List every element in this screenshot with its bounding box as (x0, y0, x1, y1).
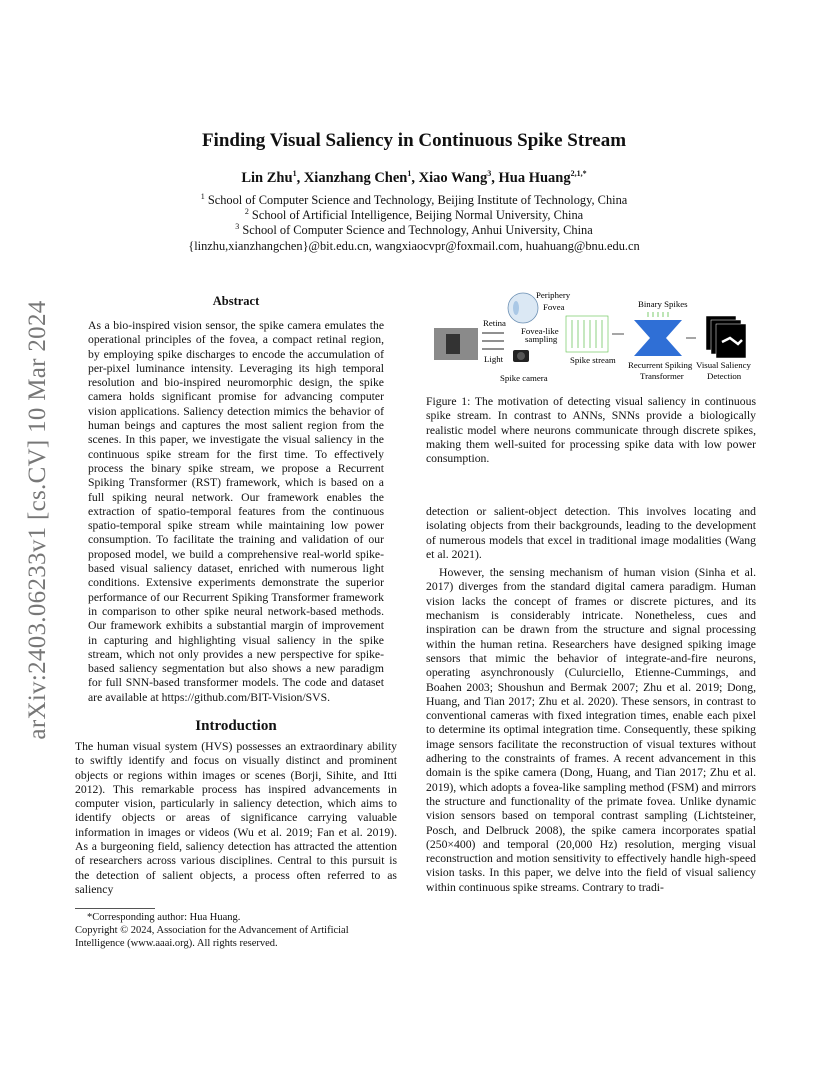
paper-title: Finding Visual Saliency in Continuous Spike Stream (201, 130, 627, 151)
label-binary-spikes: Binary Spikes (638, 299, 688, 309)
label-rst-1: Recurrent Spiking (628, 360, 693, 370)
affiliation-text: School of Computer Science and Technology, Anhui University, China (242, 223, 593, 238)
label-fovea: Fovea (543, 302, 565, 312)
scene-object (446, 334, 460, 354)
label-sampling: sampling (525, 334, 558, 344)
email-line[interactable]: {linzhu,xianzhangchen}@bit.edu.cn, wangxiaocvpr@foxmail.com, huahuang@bnu.edu.cn (188, 238, 640, 253)
label-fovea-like: Fovea-like (521, 326, 559, 336)
affiliation-sup: 2 (244, 207, 249, 217)
arxiv-sidebar (25, 280, 51, 760)
author-sup: 1 (407, 169, 412, 179)
author-name: Hua Huang (498, 170, 571, 186)
affiliations (0, 193, 828, 254)
label-vsd-1: Visual Saliency (696, 360, 751, 370)
affiliation-line (0, 208, 828, 223)
author-list: Lin Zhu$^1$, Xianzhang Chen$^1$, Xiao Wang$^3$, Hua Huang$^{2,1,*}$ (241, 169, 587, 186)
author-sup: 2,1,* (570, 169, 587, 179)
affiliation-sup: 3 (235, 222, 240, 232)
copyright-note: Copyright © 2024, Association for the Advancement of Artificial Intelligence (www.aaai.org). All rights reserved. (75, 924, 349, 949)
author-name: Xianzhang Chen (303, 170, 408, 186)
light-rays (482, 333, 504, 349)
footnote-rule (75, 908, 155, 909)
affiliation-text: School of Artificial Intelligence, Beijing Normal University, China (251, 208, 584, 223)
transformer-block (634, 320, 682, 356)
abstract-heading: Abstract (212, 294, 260, 308)
label-rst-2: Transformer (640, 371, 684, 381)
author-sup: 3 (487, 169, 492, 179)
footnote (75, 912, 397, 950)
introduction-paragraph: However, the sensing mechanism of human vision (Sinha et al. 2017) diverges from the standard digital camera paradigm. Human vision lacks the concept of frames or discrete pictures, and its mechanism is considerably intricate. Nonetheless, cues and inspiration can be drawn from the structure and signal processing within the human retina. Researchers have designed spiking image sensors that mimic the behavior of integrate-and-fire neurons, operating asynchronously (Culurciello, Etienne-Cummings, and Boahen 2003; Shoushun and Bermak 2007; Zhu et al. 2019; Dong, Huang, and Tian 2017; Zhu et al. 2020). These sensors, in contrast to conventional cameras with fixed integration times, enable each pixel to determine its optimal integration time. Consequently, these spiking image sensors facilitate the reconstruction of visual textures without adhering to the constraints of frames. A recent advancement in this domain is the spike camera (Dong, Huang, and Tian 2017; Zhu et al. 2019), which adopts a fovea-like sampling method (FSM) and mirrors the structure and functionality of the primate fovea. Unlike dynamic vision sensors based on temporal contrast sampling (Lichtsteiner, Posch, and Delbruck 2008), the spike camera incorporates spatial (250×400) and temporal (20,000 Hz) resolution, merging visual reconstruction and motion sensitivity to effectively handle high-speed vision tasks. In this paper, we delve into the field of visual saliency within continuous spike streams. Contrary to tradi- (426, 566, 756, 894)
introduction-paragraph-cont: detection or salient-object detection. This involves locating and isolating objects from their backgrounds, leading to the development of numerous models that excel in traditional image modalities (Wang et al. 2021). (426, 505, 756, 561)
figure-1 (426, 286, 756, 392)
right-column-text (426, 505, 756, 895)
label-spike-camera: Spike camera (500, 373, 548, 383)
abstract-text: As a bio-inspired vision sensor, the spike camera emulates the operational principles of the fovea, a compact retinal region, by employing spike discharges to encode the accumulation of per-pixel luminance intensity. Leveraging its high temporal resolution and bio-inspired neuromorphic design, the spike camera holds significant promise for advancing computer vision applications. Saliency detection mimics the behavior of human beings and captures the most salient region from the scenes. In this paper, we investigate the visual saliency in the continuous spike stream for the first time. To effectively process the binary spike stream, we propose a Recurrent Spiking Transformer (RST) framework, which is based on a full spiking neural network. Our framework enables the extraction of spatio-temporal features from the continuous spatio-temporal spike stream while maintaining low power consumption. To facilitate the training and validation of our proposed model, we build a comprehensive real-world spike-based visual saliency dataset, enriched with numerous light conditions. Extensive experiments demonstrate the superior performance of our Recurrent Spiking Transformer framework in comparison to other spike neural network-based methods. Our framework exhibits a substantial margin of improvement in capturing and highlighting visual saliency in the spike stream, which not only provides a new perspective for spike-based saliency segmentation but also shows a new paradigm for full SNN-based transformer models. The code and dataset are available at https://github.com/BIT-Vision/SVS. (88, 319, 384, 704)
camera-lens (517, 352, 525, 360)
author-name: Lin Zhu (241, 170, 293, 186)
author-name: Xiao Wang (418, 170, 488, 186)
affiliation-line (0, 193, 828, 208)
label-vsd-2: Detection (707, 371, 742, 381)
spike-stream-block (566, 316, 608, 352)
label-light: Light (484, 354, 504, 364)
saliency-maps (706, 316, 746, 358)
figure-1-caption: Figure 1: The motivation of detecting visual saliency in continuous spike stream. In contrast to ANNs, SNNs provide a biologically realistic model where neurons communicate through discrete spikes, making them well-suited for processing spike data with low power consumption. (426, 395, 756, 466)
label-spike-stream: Spike stream (570, 355, 616, 365)
label-periphery: Periphery (536, 290, 571, 300)
affiliation-line (0, 223, 828, 238)
affiliation-sup: 1 (200, 191, 205, 201)
introduction-heading: Introduction (195, 718, 277, 734)
affiliation-text: School of Computer Science and Technology, Beijing Institute of Technology, China (207, 193, 628, 207)
binary-spikes (648, 312, 668, 317)
eye-icon (508, 293, 538, 323)
label-retina: Retina (483, 318, 506, 328)
eye-lens (513, 301, 519, 315)
author-sup: 1 (292, 169, 297, 179)
arxiv-id[interactable]: arXiv:2403.06233v1 [cs.CV] 10 Mar 2024 (24, 300, 51, 740)
corresponding-note: *Corresponding author: Hua Huang. (87, 912, 241, 923)
introduction-paragraph: The human visual system (HVS) possesses an extraordinary ability to swiftly identify and focus on visually distinct and prominent objects or regions within images or scenes (Borji, Sihite, and Itti 2012). This remarkable process has inspired advancements in computer vision, particularly in saliency detection, which aims to identify objects or areas of significance carrying valuable information in images or videos (Wu et al. 2019; Fan et al. 2019). As a burgeoning field, saliency detection has attracted the attention of researchers across various disciplines. Central to this pursuit is the detection of salient objects, a process often referred to as saliency (75, 740, 397, 896)
figure-1-illustration (426, 286, 756, 392)
